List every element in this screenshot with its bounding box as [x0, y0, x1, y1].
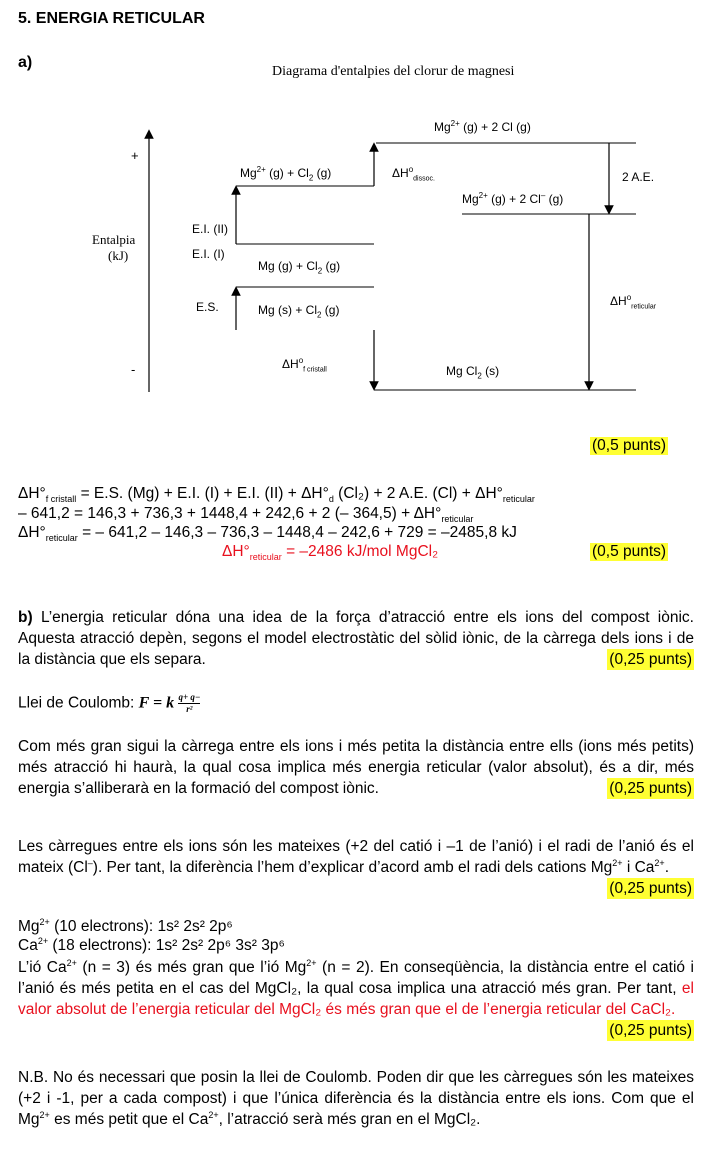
- ei1-label: E.I. (I): [192, 247, 225, 261]
- ca-config: $Ca^{2+}$ (18 electrons): 1s² 2s² 2p⁶ 3s² 3p⁶: [18, 935, 285, 954]
- diagram-title: Diagrama d'entalpies del clorur de magnesi: [272, 64, 515, 79]
- level-label-mg-g: Mg $(g) + Cl_2$ (g): [258, 259, 341, 276]
- part-b-para-2: Com més gran sigui la càrrega entre els ions i més petita la distància entre ells (ions més petits) més atracció hi haurà, la qual cosa implica més energia reticular (valor absolut), és a dir, més energia s’alliberarà en la formació del compost iònic. (0,25 punts): [18, 738, 694, 797]
- equation-line-2: – 641,2 = 146,3 + 736,3 + 1448,4 + 242,6 + 2 (– $364,5) + \Delta H^\circ_{reticular}$: [18, 505, 474, 525]
- points-badge: (0,5 punts): [592, 543, 667, 560]
- ei2-label: E.I. (II): [192, 222, 228, 236]
- dissoc-label: $\Delta H^o_{dissoc.}$: [392, 165, 435, 183]
- axis-label: Entalpia: [92, 232, 136, 247]
- es-label: E.S.: [196, 300, 219, 314]
- equation-line-1: $\Delta H^\circ_{f cristall} = E.S$. (Mg) + E.I. (I) + E.I. $(II) + \Delta H^\circ_d$ (Cl₂) + 2 A.E. $(Cl) + \Delta H^\circ_{reticular}$: [18, 485, 535, 505]
- level-label-mg2-2cl: $Mg^{2+}$ (g) + 2 Cl (g): [434, 119, 531, 134]
- level-label-mg2-2clminus: $Mg^{2+}$ (g) + 2 Cl– (g): [462, 191, 564, 206]
- axis-unit: (kJ): [108, 248, 129, 263]
- part-a-label: a): [18, 54, 33, 71]
- points-badge: (0,25 punts): [609, 1022, 692, 1039]
- section-title: 5. ENERGIA RETICULAR: [18, 10, 205, 27]
- points-badge: (0,25 punts): [609, 780, 692, 797]
- fcristall-label: $\Delta H^o_{f cristall}$: [282, 356, 327, 374]
- coulomb-law: Llei de Coulomb: F = k $\frac{q+ q-}{\text{r²}}$: [18, 692, 201, 714]
- axis-plus: +: [131, 148, 139, 163]
- ae-label: 2 A.E.: [622, 170, 655, 184]
- part-b-para-3: Les càrregues entre els ions són les mateixes (+2 del catió i –1 de l’anió) i el radi de l’anió és el mateix (Cl–). Per tant, la diferència l’hem d’explicar d’acord amb el radi dels cations $Mg^{2+}$ i $Ca^{2+}$. (0,25 punts): [18, 838, 694, 897]
- level-label-mg2-cl2: $Mg^{2+}$ $(g) + Cl_2$ (g): [240, 165, 332, 183]
- nb-note: N.B. No és necessari que posin la llei de Coulomb. Poden dir que les càrregues són les mateixes (+2 i -1, per a cada compost) i que l’única diferència és la distància entre els ions. Com que el $Mg^{2+}$ es més petit que el $Ca^{2+}$, l’atracció serà més gran en el MgCl₂.: [18, 1069, 694, 1128]
- points-badge: (0,5 punts): [592, 437, 667, 454]
- part-b-para-4: L’ió $Ca^{2+}$ (n = 3) és més gran que l’ió $Mg^{2+}$ (n = 2). En conseqüència, la distància entre el catió i l’anió és més petita en el cas del MgCl₂, la qual cosa implica una atracció més gran. Per tant, el valor absolut de l’energia reticular del MgCl₂ és més gran que el de l’energia reticular del CaCl₂. (0,25 punts): [18, 957, 694, 1039]
- points-badge: (0,25 punts): [609, 651, 692, 668]
- equation-line-3: $\Delta H^\circ_{reticular}$ = – 641,2 – 146,3 – 736,3 – 1448,4 – 242,6 + 729 = –2485,8 kJ: [18, 524, 517, 544]
- level-label-mg-s: Mg $(s) + Cl_2$ (g): [258, 303, 340, 320]
- reticular-label: $\Delta H^o_{reticular}$: [610, 293, 657, 311]
- diagram-lines: [0, 0, 726, 420]
- part-b-para-1: b) L’energia reticular dóna una idea de la força d’atracció entre els ions del compost iònic. Aquesta atracció depèn, segons el model electrostàtic del sòlid iònic, de la càrrega dels ions i de la distància que els separa. (0,25 punts): [18, 609, 694, 668]
- axis-minus: -: [131, 362, 136, 377]
- level-label-mgcl2: Mg $Cl_2$ (s): [446, 364, 500, 381]
- mg-config: $Mg^{2+}$ (10 electrons): 1s² 2s² 2p⁶: [18, 916, 233, 935]
- points-badge: (0,25 punts): [609, 880, 692, 897]
- result-line: $\Delta H^\circ_{reticular} = -2486$ kJ/mol MgCl₂: [222, 543, 439, 563]
